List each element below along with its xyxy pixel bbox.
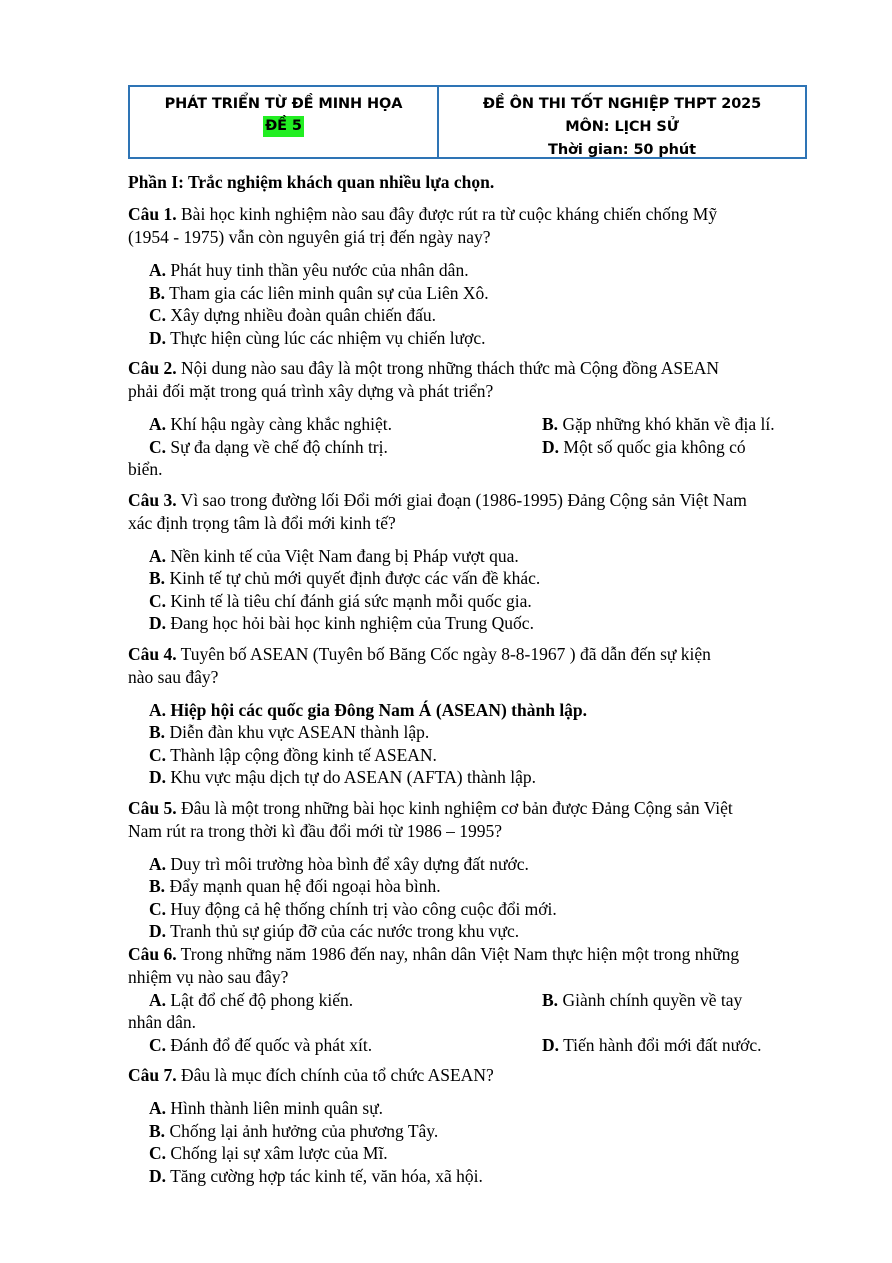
option-text: Tăng cường hợp tác kinh tế, văn hóa, xã hội. [166,1165,483,1186]
option-letter: B. [149,568,166,588]
option-a [149,413,392,436]
option-letter: C. [149,436,167,457]
option-a [128,853,818,876]
question-7 [128,1064,818,1187]
option-letter: C. [149,590,167,611]
option-letter: D. [149,767,167,787]
question-3 [128,489,818,635]
question-text-line1: Trong những năm 1986 đến nay, nhân dân Việt Nam thực hiện một trong những [176,943,740,964]
option-c [149,1034,372,1057]
option-row [128,436,818,459]
option-c [128,744,818,767]
question-text-line2: (1954 - 1975) vẫn còn nguyên giá trị đến ngày nay? [128,227,491,247]
question-stem [128,489,818,535]
option-letter: A. [149,545,167,566]
option-text: Lật đổ chế độ phong kiến. [166,989,354,1010]
option-row [128,989,818,1012]
question-text-line1: Tuyên bố ASEAN (Tuyên bố Băng Cốc ngày 8-8-1967 ) đã dẫn đến sự kiện [176,643,711,664]
question-text-line1: Đâu là một trong những bài học kinh nghiệm cơ bản được Đảng Cộng sản Việt [176,797,733,818]
option-d [128,1165,818,1188]
option-text: Đánh đổ đế quốc và phát xít. [166,1034,373,1055]
question-number: Câu 1. [128,204,177,224]
option-c [149,436,388,459]
option-letter: B. [149,282,166,303]
option-d-continuation: biển. [128,459,163,479]
option-text: Thành lập cộng đồng kinh tế ASEAN. [166,744,437,765]
option-letter: C. [149,744,167,765]
option-text: Kinh tế tự chủ mới quyết định được các vấn đề khác. [165,568,541,588]
option-a [149,989,353,1012]
question-number: Câu 5. [128,797,177,818]
option-letter: C. [149,898,167,919]
question-1 [128,203,818,349]
option-text: Đang học hỏi bài học kinh nghiệm của Trung Quốc. [166,613,534,633]
option-d [542,1034,762,1057]
option-d [128,327,818,350]
option-letter: A. [149,260,167,280]
option-letter: B. [149,1120,166,1141]
question-stem [128,797,818,843]
time-label: Thời gian: 50 phút [548,142,696,158]
option-c [128,1142,818,1165]
option-text: Khu vực mậu dịch tự do ASEAN (AFTA) thành lập. [166,767,536,787]
option-text: Duy trì môi trường hòa bình để xây dựng đất nước. [166,853,529,874]
option-letter: A. [149,414,167,434]
question-text-line1: Đâu là mục đích chính của tổ chức ASEAN? [176,1065,494,1085]
option-text: Khí hậu ngày càng khắc nghiệt. [166,414,392,434]
question-text-line1: Nội dung nào sau đây là một trong những thách thức mà Cộng đồng ASEAN [176,358,720,378]
option-letter: A. [149,853,167,874]
option-a [128,699,818,722]
option-letter: B. [149,722,166,742]
question-stem [128,943,818,989]
option-text: Hiệp hội các quốc gia Đông Nam Á (ASEAN) thành lập. [166,699,588,720]
option-text: Hình thành liên minh quân sự. [166,1098,384,1118]
question-5 [128,797,818,943]
option-b [128,721,818,744]
part-title: Phần I: Trắc nghiệm khách quan nhiều lựa chọn. [128,172,495,192]
option-letter: C. [149,305,167,325]
option-d [128,612,818,635]
option-letter: D. [542,1034,560,1055]
option-text: Chống lại ảnh hưởng của phương Tây. [165,1120,439,1141]
option-a [128,259,818,282]
option-text: Chống lại sự xâm lược của Mĩ. [166,1143,388,1163]
option-text: Thực hiện cùng lúc các nhiệm vụ chiến lược. [166,327,486,348]
option-b [128,1120,818,1143]
option-b [128,567,818,590]
option-letter: A. [149,989,167,1010]
option-text: Giành chính quyền về tay [558,989,743,1010]
option-letter: D. [542,436,560,457]
option-d [128,920,818,943]
option-a [128,1097,818,1120]
source-label: PHÁT TRIỂN TỪ ĐỀ MINH HỌA [164,96,403,112]
question-number: Câu 2. [128,358,177,378]
option-text: Kinh tế là tiêu chí đánh giá sức mạnh mỗi quốc gia. [166,590,532,611]
question-number: Câu 7. [128,1065,177,1085]
option-text: Tiến hành đổi mới đất nước. [559,1034,762,1055]
option-c [128,898,818,921]
question-text-line2: phải đối mặt trong quá trình xây dựng và phát triển? [128,381,494,401]
option-letter: A. [149,699,167,720]
question-stem [128,1064,818,1087]
option-letter: D. [149,921,167,941]
question-text-line2: xác định trọng tâm là đổi mới kinh tế? [128,512,396,533]
header-left-cell [130,87,439,157]
exam-header-table [128,85,807,159]
option-b-continuation: nhân dân. [128,1012,197,1032]
option-text: Gặp những khó khăn về địa lí. [558,414,775,434]
question-4 [128,643,818,789]
question-text-line1: Bài học kinh nghiệm nào sau đây được rút ra từ cuộc kháng chiến chống Mỹ [176,204,718,224]
option-text: Đẩy mạnh quan hệ đối ngoại hòa bình. [165,876,441,896]
option-text: Nền kinh tế của Việt Nam đang bị Pháp vượt qua. [166,545,519,566]
option-d [128,766,818,789]
question-number: Câu 4. [128,643,177,664]
option-b [542,989,742,1012]
option-b [542,413,775,436]
question-6 [128,943,818,1057]
option-a [128,545,818,568]
option-row [128,413,818,436]
option-text: Huy động cả hệ thống chính trị vào công cuộc đổi mới. [166,898,557,919]
question-stem [128,203,818,249]
option-letter: B. [542,989,559,1010]
option-letter: C. [149,1034,167,1055]
subject-label: MÔN: LỊCH SỬ [565,119,679,135]
question-text-line2: nào sau đây? [128,666,219,687]
option-b [128,875,818,898]
question-text-line2: nhiệm vụ nào sau đây? [128,966,289,987]
header-right-cell [439,87,805,157]
question-text-line2: Nam rút ra trong thời kì đầu đổi mới từ 1986 – 1995? [128,820,503,841]
option-text: Tham gia các liên minh quân sự của Liên Xô. [165,282,489,303]
option-b [128,282,818,305]
option-row [128,1034,818,1057]
question-stem [128,643,818,689]
option-letter: B. [149,876,166,896]
option-text: Diễn đàn khu vực ASEAN thành lập. [165,722,430,742]
exam-title: ĐỀ ÔN THI TỐT NGHIỆP THPT 2025 [482,96,762,112]
exam-number-highlight: ĐỀ 5 [263,116,304,137]
option-d [542,436,746,459]
question-2 [128,357,818,481]
option-text: Một số quốc gia không có [559,436,746,457]
option-text: Xây dựng nhiều đoàn quân chiến đấu. [166,305,436,325]
question-text-line1: Vì sao trong đường lối Đổi mới giai đoạn (1986-1995) Đảng Cộng sản Việt Nam [176,489,747,510]
exam-body [128,168,818,1195]
option-letter: B. [542,414,559,434]
question-number: Câu 3. [128,489,177,510]
option-text: Sự đa dạng về chế độ chính trị. [166,436,388,457]
question-stem [128,357,818,403]
option-letter: D. [149,1165,167,1186]
option-letter: C. [149,1143,167,1163]
option-letter: D. [149,327,167,348]
option-letter: A. [149,1098,167,1118]
option-text: Phát huy tinh thần yêu nước của nhân dân. [166,260,469,280]
option-c [128,304,818,327]
option-letter: D. [149,613,167,633]
option-text: Tranh thủ sự giúp đỡ của các nước trong khu vực. [166,921,520,941]
option-c [128,590,818,613]
question-number: Câu 6. [128,943,177,964]
